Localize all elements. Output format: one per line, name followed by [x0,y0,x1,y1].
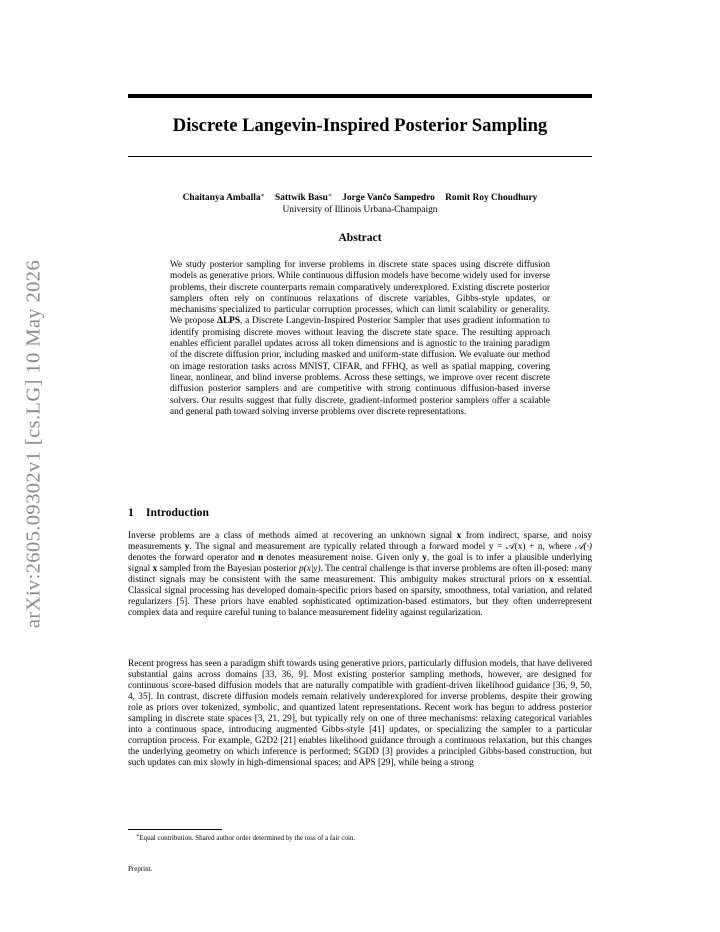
math-symbol: y [422,553,427,564]
author-mark: ∗ [327,193,332,199]
text-run: , where [542,542,575,553]
title-rule-top [128,94,592,98]
author-name: Sattwik Basu [274,193,328,203]
paper-title: Discrete Langevin-Inspired Posterior Sampling [172,115,548,136]
section-title: Introduction [146,506,209,519]
preprint-label: Preprint. [128,865,153,873]
author-mark: ∗ [260,193,265,199]
author-name: Jorge Vančo Sampedro [342,193,435,203]
intro-paragraph-2: Recent progress has seen a paradigm shift towards using generative priors, particularly diffusion models, that have delivered substantial gains across domains [33, 36, 9]. Most existing posterior sampling methods, however, are designed for continuous score-based diffusion models that are naturally compatible with gradient-driven likelihood guidance [36, 9, 50, 4, 35]. In contrast, discrete diffusion models remain relatively underexplored for inverse problems, despite their growing role as priors over tokenized, symbolic, and quantized latent representations. Recent work has begun to address posterior sampling in discrete state spaces [3, 21, 29], but typically rely on one of three mechanisms: relaxing categorical variables into a continuous space, introducing augmented Gibbs-style [41] updates, or specializing the sampler to a particular corruption process. For example, G2D2 [21] enables likelihood guidance through a continuous relaxation, but this changes the underlying geometry on which inference is performed; SGDD [3] provides a principled Gibbs-based construction, but such updates can mix slowly in high-dimensional spaces; and APS [29], while being a strong [128,659,592,769]
math-symbol: n [258,553,264,564]
arxiv-identifier [20,244,48,644]
text-run: . The signal and measurement are typically related through a forward model [189,542,489,553]
math-symbol: x [152,564,158,575]
math-symbol: y [184,542,190,553]
text-run: from indirect, sparse, and noisy measurements [128,531,592,553]
section-number: 1 [128,506,134,519]
abstract-heading: Abstract [338,231,382,244]
author-name: Chaitanya Amballa [182,193,261,203]
math-symbol: 𝒜(·) [574,542,592,553]
intro-paragraph-1 [128,531,592,619]
affiliation: University of Illinois Urbana-Champaign [282,205,438,215]
text-run: . The central challenge is that inverse problems are often ill-posed: many distinct signals may be consistent with the same measurement. This ambiguity makes structural priors on [128,564,592,586]
method-name: ΔLPS [217,316,241,327]
footnote-text: Equal contribution. Shared author order determined by the toss of a fair coin. [139,834,356,842]
math-equation: y = 𝒜(x) + n [488,542,543,553]
section-heading [128,506,209,519]
text-run: Inverse problems are a class of methods aimed at recovering an unknown signal [128,531,457,541]
author-names [120,190,600,204]
footnote-rule [128,829,222,830]
author-name: Romit Roy Choudhury [445,193,538,203]
title-rule-bottom [128,156,592,157]
author-block [120,190,600,216]
arxiv-identifier-text: arXiv:2605.09302v1 [cs.LG] 10 May 2026 [22,259,45,629]
text-run: denotes the forward operator and [128,553,259,564]
abstract-part: We study posterior sampling for inverse problems in discrete state spaces using discrete diffusion models as generative priors. While continuous diffusion models have become widely used for inverse problems, their discrete counterparts remain comparatively underexplored. Existing discrete posterior samplers often rely on continuous relaxations of discrete variables, Gibbs-style updates, or mechanisms specialized to particular corruption processes, which can limit scalability or generality. We propose [170,260,550,327]
text-run: , the goal is to infer a plausible underlying signal [128,553,592,575]
footnote [128,832,600,843]
text-run: sampled from the Bayesian posterior [157,564,299,575]
math-symbol: p(x|y) [298,564,321,575]
math-symbol: x [548,575,554,586]
abstract-part: , a Discrete Langevin-Inspired Posterior Sampler that uses gradient information to identify promising discrete moves without leaving the discrete state space. The resulting approach enables efficient parallel updates across all token dimensions and is agnostic to the training paradigm of the discrete diffusion prior, including masked and uniform-state diffusion. We evaluate our method on image restoration tasks across MNIST, CIFAR, and FFHQ, as well as spatial mapping, covering linear, nonlinear, and blind inverse problems. Across these settings, we improve over recent discrete diffusion posterior samplers and are competitive with strong continuous diffusion-based inverse solvers. Our results suggest that fully discrete, gradient-informed posterior samplers offer a scalable and general path toward solving inverse problems over discrete representations. [170,316,550,417]
math-symbol: x [456,531,462,541]
abstract-text [170,260,550,418]
text-run: essential. Classical signal processing has developed domain-specific priors based on sparsity, smoothness, total variation, and related regularizers [5]. These priors have enabled sophisticated optimization-based estimators, but they often underrepresent complex data and require careful tuning to balance measurement fidelity against regularization. [128,575,592,619]
footnote-mark: ∗ [136,834,140,839]
text-run: denotes measurement noise. Given only [263,553,423,564]
